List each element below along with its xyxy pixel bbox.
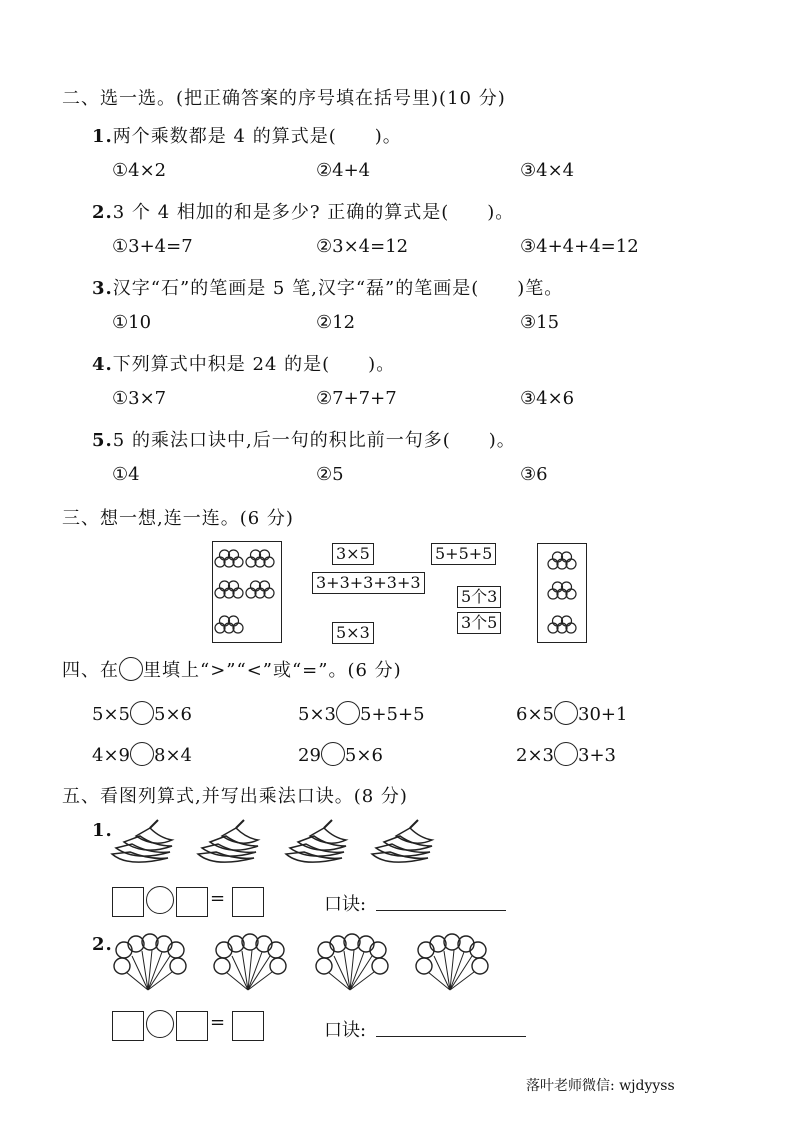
- equals-sign: =: [210, 888, 226, 909]
- operator-circle[interactable]: [146, 886, 174, 914]
- compare-circle[interactable]: [336, 701, 360, 725]
- banana-bunch-icon: [108, 816, 448, 868]
- compare-circle[interactable]: [130, 742, 154, 766]
- right-apple-picture[interactable]: [537, 543, 587, 643]
- footer-contact: 落叶老师微信: wjdyyss: [526, 1078, 675, 1094]
- compare-item-2: 5×3 5+5+5: [298, 701, 425, 725]
- section-2-title: 二、选一选。(把正确答案的序号填在括号里)(10 分): [62, 88, 506, 109]
- left-apple-picture[interactable]: [212, 541, 282, 643]
- q5-option-2: ②5: [316, 464, 344, 485]
- question-1: 1.两个乘数都是 4 的算式是( )。: [92, 126, 402, 147]
- compare-circle[interactable]: [554, 701, 578, 725]
- q3-option-2: ②12: [316, 312, 356, 333]
- answer-box[interactable]: [232, 887, 264, 917]
- answer-box[interactable]: [176, 1011, 208, 1041]
- answer-box[interactable]: [232, 1011, 264, 1041]
- mnemonic-answer-line[interactable]: [376, 1036, 526, 1037]
- equals-sign: =: [210, 1012, 226, 1033]
- compare-item-6: 2×3 3+3: [516, 742, 616, 766]
- apple-group-icon: [538, 544, 586, 642]
- compare-item-3: 6×5 30+1: [516, 701, 627, 725]
- answer-box[interactable]: [112, 887, 144, 917]
- question-2: 2.3 个 4 相加的和是多少? 正确的算式是( )。: [92, 202, 515, 223]
- mnemonic-label: 口诀:: [324, 1020, 367, 1041]
- q2-option-3: ③4+4+4=12: [520, 236, 639, 257]
- q4-option-2: ②7+7+7: [316, 388, 397, 409]
- mnemonic-answer-line[interactable]: [376, 910, 506, 911]
- match-box-5[interactable]: 3个5: [457, 612, 501, 634]
- compare-item-1: 5×5 5×6: [92, 701, 192, 725]
- q2-option-2: ②3×4=12: [316, 236, 409, 257]
- q5-option-1: ①4: [112, 464, 140, 485]
- match-box-1[interactable]: 3×5: [332, 543, 374, 565]
- question-4: 4.下列算式中积是 24 的是( )。: [92, 354, 396, 375]
- q4-option-3: ③4×6: [520, 388, 575, 409]
- compare-item-5: 29 5×6: [298, 742, 383, 766]
- match-box-6[interactable]: 5×3: [332, 622, 374, 644]
- apple-group-icon: [213, 542, 281, 642]
- match-box-4[interactable]: 5个3: [457, 586, 501, 608]
- problem-2-number: 2.: [92, 934, 113, 955]
- section-5-title: 五、看图列算式,并写出乘法口诀。(8 分): [62, 786, 408, 807]
- compare-circle[interactable]: [321, 742, 345, 766]
- q3-option-3: ③15: [520, 312, 560, 333]
- mnemonic-label: 口诀:: [324, 894, 367, 915]
- section-4-title: 四、在 里填上“>”“<”或“=”。(6 分): [62, 656, 402, 682]
- match-box-2[interactable]: 5+5+5: [431, 543, 496, 565]
- compare-circle[interactable]: [554, 742, 578, 766]
- answer-box[interactable]: [112, 1011, 144, 1041]
- q3-option-1: ①10: [112, 312, 152, 333]
- question-3: 3.汉字“石”的笔画是 5 笔,汉字“磊”的笔画是( )笔。: [92, 278, 564, 299]
- question-5: 5.5 的乘法口诀中,后一句的积比前一句多( )。: [92, 430, 516, 451]
- match-box-3[interactable]: 3+3+3+3+3: [312, 572, 425, 594]
- circle-blank-icon: [119, 657, 143, 681]
- problem-1-number: 1.: [92, 820, 113, 841]
- q1-option-2: ②4+4: [316, 160, 371, 181]
- answer-box[interactable]: [176, 887, 208, 917]
- compare-circle[interactable]: [130, 701, 154, 725]
- q1-option-1: ①4×2: [112, 160, 167, 181]
- compare-item-4: 4×9 8×4: [92, 742, 192, 766]
- q2-option-1: ①3+4=7: [112, 236, 193, 257]
- section-3-title: 三、想一想,连一连。(6 分): [62, 508, 294, 529]
- q4-option-1: ①3×7: [112, 388, 167, 409]
- q5-option-3: ③6: [520, 464, 548, 485]
- balloon-bunch-icon: [110, 932, 500, 994]
- operator-circle[interactable]: [146, 1010, 174, 1038]
- q1-option-3: ③4×4: [520, 160, 575, 181]
